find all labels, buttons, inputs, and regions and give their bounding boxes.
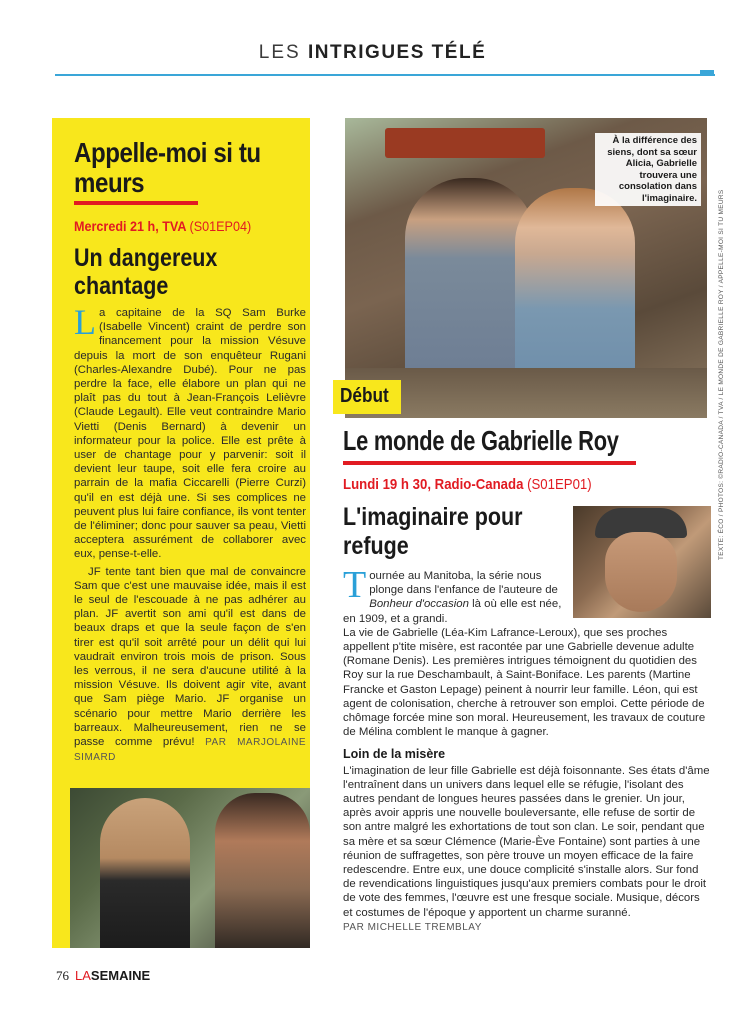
section-header-bold: INTRIGUES TÉLÉ — [307, 42, 487, 63]
left-body — [74, 302, 307, 769]
section-header-light: LES — [258, 42, 308, 63]
right-paragraph-1: La vie de Gabrielle (Léa-Kim Lafrance-Leroux), que ses proches appellent p'tite misère, est racontée par une Gabrielle devenue adulte (Romane Denis). Les premières intrigues témoignent du quotidien des Roy sur la rue Deschambault, à Saint-Boniface. Les parents (Martine Francke et Gaston Lepage) peinent à nourrir leur famille. Léon, qui est agent de colonisation, cherche à retrouver son emploi. Cette période de chômage forcée mine son moral. Heureusement, les travaux de couture de Mélina comblent le manque à gagner. — [343, 626, 706, 739]
right-intro-book: Bonheur d'occasion — [369, 598, 469, 611]
left-photo — [70, 788, 310, 948]
footer-logo-semaine: SEMAINE — [90, 968, 151, 983]
left-photo-figure-man — [215, 793, 310, 948]
right-byline: PAR MICHELLE TREMBLAY — [343, 921, 482, 933]
footer-logo-la: LA — [75, 968, 91, 983]
photo-caption: À la différence des siens, dont sa sœur Alicia, Gabrielle trouvera une consolation dans l'imaginaire. — [595, 133, 701, 206]
left-paragraph-1: a capitaine de la SQ Sam Burke (Isabelle Vincent) craint de perdre son financement pour la mission Vésuve depuis la mort de son enquêteur Rugani (Charles-Alexandre Dubé). Pour ne pas perdre la face, elle élabore un plan qui ne plaît pas du tout à Jean-François Lelièvre (Claude Legault). Elle veut contraindre Mario Vietti (Denis Bernard) à devenir un informateur pour la police. Elle est prête à user de chantage pour y parvenir: soit il devient leur taupe, soit elle fera croire au parrain de la mafia Ciccarelli (Pierre Curzi) qu'il en est déjà une. Si ses complices ne peuvent plus lui faire confiance, ils vont tenter de l'éliminer; donc pour sauver sa peau, Vietti acceptera assurément de collaborer avec eux, pense-t-elle. — [74, 307, 306, 561]
section-header — [0, 42, 745, 64]
right-airtime-label: Lundi 19 h 30, Radio-Canada — [343, 476, 528, 493]
left-subtitle: Un dangereux chantage — [74, 244, 218, 300]
photo-credits: TEXTE: ÉCO / PHOTOS: ©RADIO-CANADA / TVA / LE MONDE DE GABRIELLE ROY / APPELLE-MOI SI TU MEURS — [718, 189, 725, 560]
right-intro-b: là où elle est née, en 1909, et a grandi. — [343, 598, 562, 625]
left-photo-figure-woman — [100, 798, 190, 948]
left-episode: (S01EP04) — [189, 218, 252, 234]
right-intro — [343, 564, 568, 626]
right-paragraph-2: L'imagination de leur fille Gabrielle est déjà foisonnante. Ses états d'âme l'entraînent dans un univers dans lequel elle se réfugie, l'isolant des autres pendant de longues heures passées dans le grenier. Un jour, après avoir appris une nouvelle bouleversante, elle refuse de sortir de son antre malgré les exhortations de tout son clan. Le soir, pendant que sa mère et sa sœur Clémence (Marie-Ève Fontaine) sont parties à une réunion de suffragettes, son père trouve un moyen efficace de la faire redescendre. Entre eux, une douce complicité s'installe alors. Sur fond de revendications linguistiques jusqu'aux premiers combats pour le droit de vote des femmes, l'œuvre est une fresque sociale. Musique, décors et costumes de l'époque y apportent un charme suranné. — [343, 764, 710, 919]
left-airtime — [74, 218, 251, 234]
right-intro-a: ournée au Manitoba, la série nous plonge dans l'enfance de l'auteure de — [369, 570, 558, 597]
left-byline: PAR MARJOLAINE SIMARD — [74, 737, 307, 764]
page-number: 76 — [56, 968, 69, 983]
right-episode: (S01EP01) — [527, 476, 592, 493]
left-title-underline — [74, 201, 198, 205]
left-airtime-label: Mercredi 21 h, TVA — [74, 218, 190, 234]
debut-label: Début — [340, 385, 389, 407]
yellow-column — [52, 118, 310, 948]
right-airtime — [343, 476, 592, 493]
left-article-title: Appelle-moi si tu meurs — [74, 137, 261, 198]
right-drop-cap: T — [343, 564, 367, 606]
left-drop-cap: L — [74, 302, 96, 342]
right-subheading: Loin de la misère — [343, 747, 446, 762]
main-photo-wagon — [385, 128, 545, 158]
right-title-underline — [343, 461, 636, 465]
left-paragraph-2: JF tente tant bien que mal de convaincre Sam que c'est une mauvaise idée, mais il est le seul de l'escouade à ne pas adhérer au plan. JF avertit son ami qu'il est dans de beaux draps et que la seule façon de s'en tirer est qu'il soit arrêté pour un délit qui lui vaudrait environ trois mois de prison. Sous les verrous, il ne sera d'aucune utilité à la mission Vésuve. Ils doivent agir vite, avant que Sam piège Mario. JF organise un scénario pour mettre Mario derrière les barreaux. Malheureusement, rien ne se passe comme prévu! — [74, 565, 306, 749]
right-subtitle: L'imaginaire pour refuge — [343, 503, 523, 560]
right-article-title: Le monde de Gabrielle Roy — [343, 425, 619, 456]
right-body — [343, 564, 711, 935]
header-rule — [55, 74, 715, 76]
page-footer — [56, 968, 150, 984]
header-tab — [700, 70, 714, 76]
